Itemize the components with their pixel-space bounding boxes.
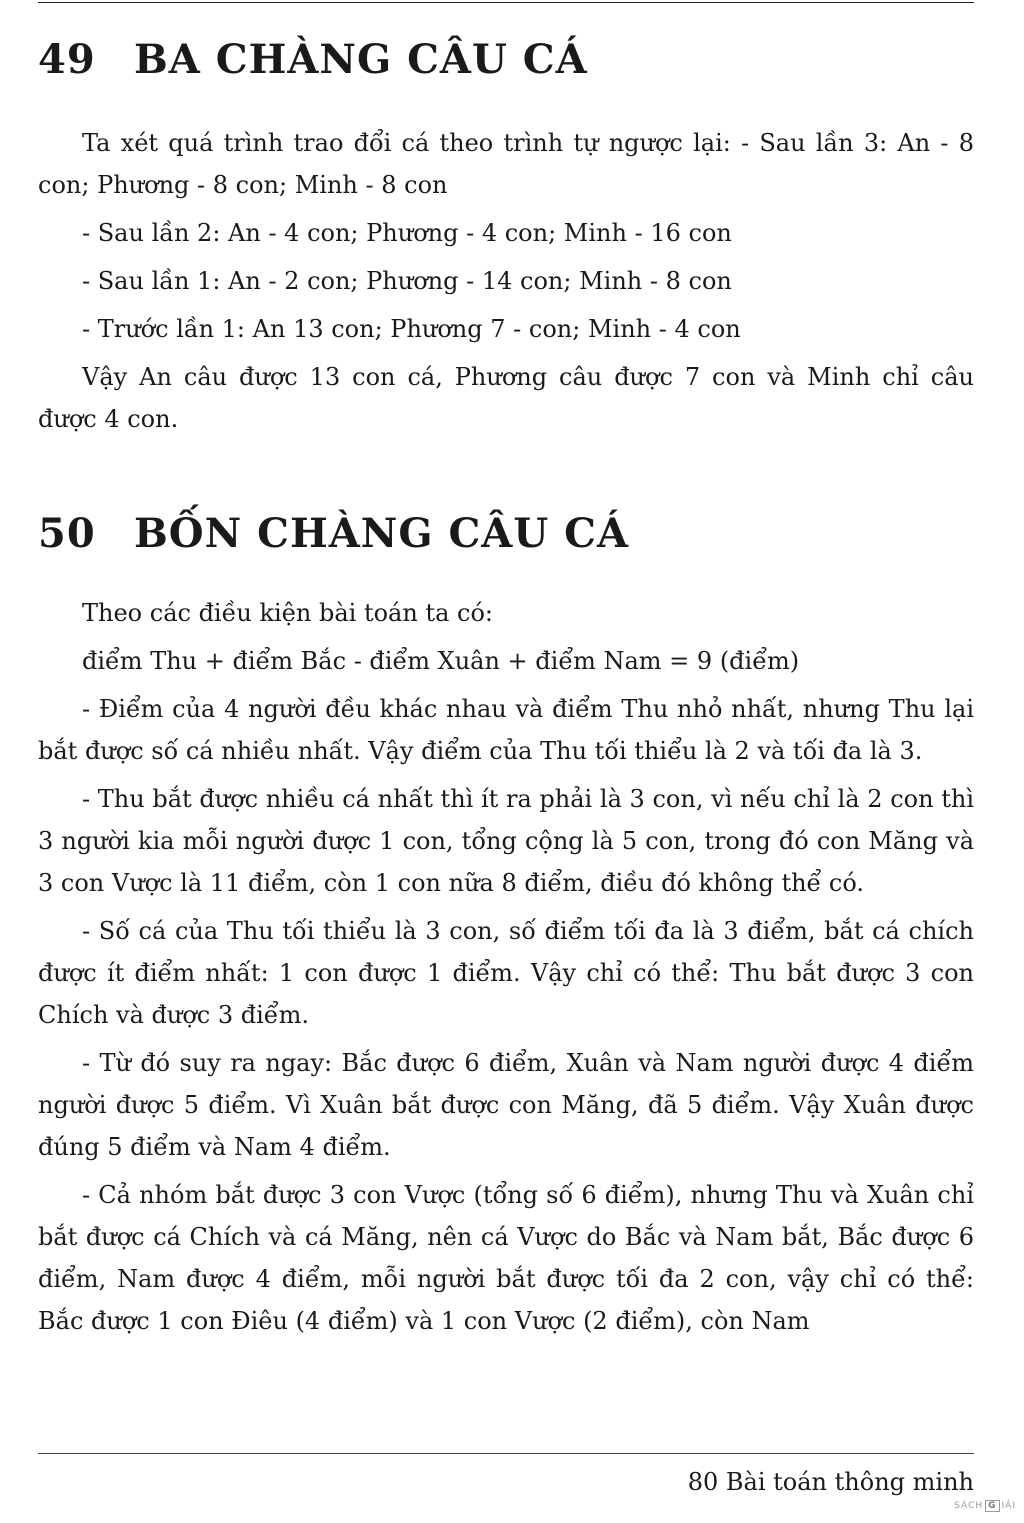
paragraph: - Số cá của Thu tối thiểu là 3 con, số điểm tối đa là 3 điểm, bắt cá chích được ít điểm nhất: 1 con được 1 điểm. Vậy chỉ có thể: Thu bắt được 3 con Chích và được 3 điểm. — [38, 917, 974, 1029]
footer-book-title: 80 Bài toán thông minh — [687, 1468, 974, 1496]
paragraph: Theo các điều kiện bài toán ta có: — [82, 599, 493, 627]
watermark-box: G — [985, 1500, 999, 1512]
paragraph: Vậy An câu được 13 con cá, Phương câu được 7 con và Minh chỉ câu được 4 con. — [38, 363, 974, 433]
paragraph: - Thu bắt được nhiều cá nhất thì ít ra phải là 3 con, vì nếu chỉ là 2 con thì 3 người kia mỗi người được 1 con, tổng cộng là 5 con, trong đó con Măng và 3 con Vược là 11 điểm, còn 1 con nữa 8 điểm, điều đó không thể có. — [38, 785, 974, 897]
header-rule — [38, 2, 974, 3]
section-number: 50 — [38, 510, 96, 557]
paragraph: - Trước lần 1: An 13 con; Phương 7 - con; Minh - 4 con — [82, 315, 741, 343]
paragraph: - Sau lần 1: An - 2 con; Phương - 14 con; Minh - 8 con — [82, 267, 732, 295]
section-heading — [38, 498, 974, 570]
section-50 — [38, 498, 974, 1342]
watermark-right: IẢI — [1001, 1501, 1016, 1511]
paragraph: - Từ đó suy ra ngay: Bắc được 6 điểm, Xuân và Nam người được 4 điểm người được 5 điểm. Vì Xuân bắt được con Măng, đã 5 điểm. Vậy Xuân được đúng 5 điểm và Nam 4 điểm. — [38, 1049, 974, 1161]
watermark-logo — [954, 1500, 1016, 1512]
footer-rule — [38, 1453, 974, 1454]
section-heading — [38, 24, 974, 96]
paragraph: - Cả nhóm bắt được 3 con Vược (tổng số 6 điểm), nhưng Thu và Xuân chỉ bắt được cá Chích và cá Măng, nên cá Vược do Bắc và Nam bắt, Bắc được 6 điểm, Nam được 4 điểm, mỗi người bắt được tối đa 2 con, vậy chỉ có thể: Bắc được 1 con Điêu (4 điểm) và 1 con Vược (2 điểm), còn Nam — [38, 1181, 974, 1335]
watermark-left: SÁCH — [954, 1501, 984, 1511]
section-49 — [38, 24, 974, 440]
paragraph: - Điểm của 4 người đều khác nhau và điểm Thu nhỏ nhất, nhưng Thu lại bắt được số cá nhiều nhất. Vậy điểm của Thu tối thiểu là 2 và tối đa là 3. — [38, 695, 974, 765]
section-title-text: BA CHÀNG CÂU CÁ — [134, 36, 588, 83]
paragraph: - Sau lần 2: An - 4 con; Phương - 4 con; Minh - 16 con — [82, 219, 732, 247]
paragraph: điểm Thu + điểm Bắc - điểm Xuân + điểm Nam = 9 (điểm) — [82, 647, 800, 675]
page-content — [38, 24, 974, 1342]
section-title-text: BỐN CHÀNG CÂU CÁ — [134, 510, 630, 557]
section-number: 49 — [38, 36, 96, 83]
paragraph: Ta xét quá trình trao đổi cá theo trình tự ngược lại: - Sau lần 3: An - 8 con; Phương - 8 con; Minh - 8 con — [38, 129, 974, 199]
